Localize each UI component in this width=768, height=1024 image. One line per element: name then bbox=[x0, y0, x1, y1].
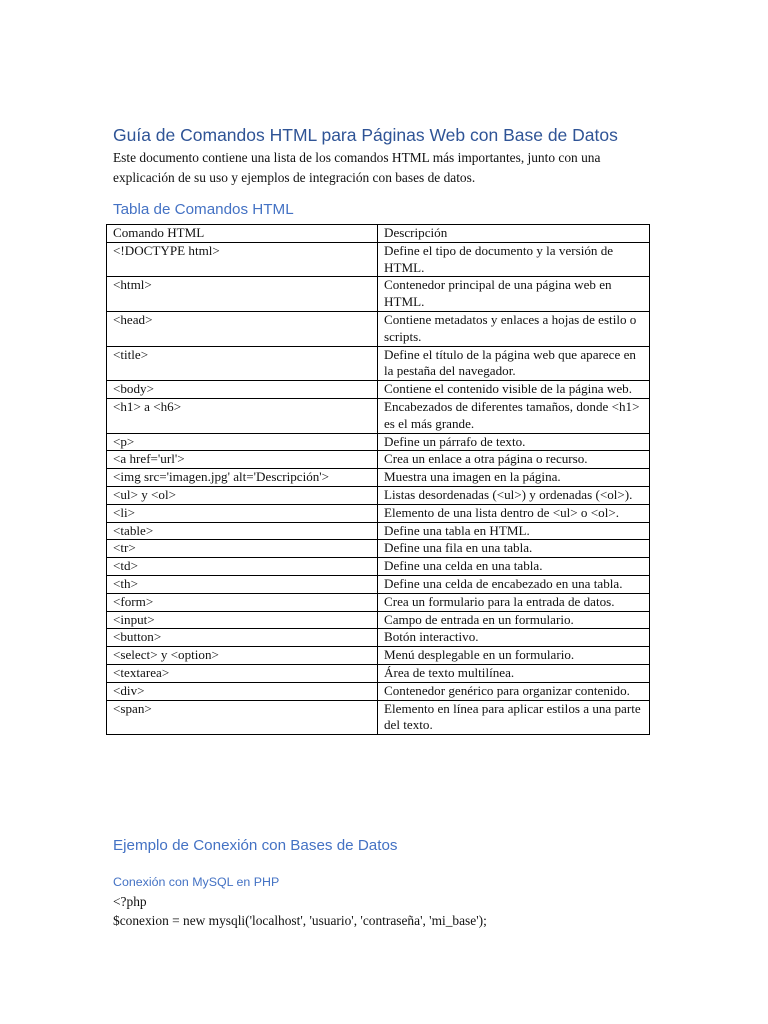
description-cell: Define una celda en una tabla. bbox=[378, 558, 650, 576]
table-row bbox=[107, 469, 650, 487]
table-row bbox=[107, 593, 650, 611]
table-row bbox=[107, 381, 650, 399]
header-cell-description: Descripción bbox=[378, 225, 650, 243]
table-row bbox=[107, 647, 650, 665]
description-cell: Define el título de la página web que aparece en la pestaña del navegador. bbox=[378, 346, 650, 381]
command-cell: <img src='imagen.jpg' alt='Descripción'> bbox=[107, 469, 378, 487]
commands-table-body bbox=[107, 225, 650, 735]
description-cell: Contenedor genérico para organizar contenido. bbox=[378, 682, 650, 700]
description-cell: Define el tipo de documento y la versión de HTML. bbox=[378, 242, 650, 277]
table-row bbox=[107, 540, 650, 558]
description-cell: Encabezados de diferentes tamaños, donde <h1> es el más grande. bbox=[378, 398, 650, 433]
description-cell: Área de texto multilínea. bbox=[378, 664, 650, 682]
description-cell: Elemento de una lista dentro de <ul> o <ol>. bbox=[378, 504, 650, 522]
command-cell: <th> bbox=[107, 575, 378, 593]
command-cell: <html> bbox=[107, 277, 378, 312]
command-cell: <!DOCTYPE html> bbox=[107, 242, 378, 277]
table-row bbox=[107, 522, 650, 540]
description-cell: Crea un enlace a otra página o recurso. bbox=[378, 451, 650, 469]
command-cell: <p> bbox=[107, 433, 378, 451]
command-cell: <body> bbox=[107, 381, 378, 399]
table-row bbox=[107, 629, 650, 647]
table-row bbox=[107, 682, 650, 700]
command-cell: <head> bbox=[107, 311, 378, 346]
table-row bbox=[107, 558, 650, 576]
intro-paragraph: Este documento contiene una lista de los comandos HTML más importantes, junto con una explicación de su uso y ejemplos de integración con bases de datos. bbox=[113, 150, 601, 185]
command-cell: <form> bbox=[107, 593, 378, 611]
command-cell: <tr> bbox=[107, 540, 378, 558]
table-row bbox=[107, 433, 650, 451]
description-cell: Contiene el contenido visible de la página web. bbox=[378, 381, 650, 399]
description-cell: Crea un formulario para la entrada de datos. bbox=[378, 593, 650, 611]
command-cell: <select> y <option> bbox=[107, 647, 378, 665]
description-cell: Botón interactivo. bbox=[378, 629, 650, 647]
table-row bbox=[107, 575, 650, 593]
command-cell: <h1> a <h6> bbox=[107, 398, 378, 433]
description-cell: Define una celda de encabezado en una tabla. bbox=[378, 575, 650, 593]
command-cell: <span> bbox=[107, 700, 378, 735]
table-row bbox=[107, 311, 650, 346]
table-row bbox=[107, 398, 650, 433]
table-row bbox=[107, 504, 650, 522]
table-row bbox=[107, 611, 650, 629]
db-section-heading: Ejemplo de Conexión con Bases de Datos bbox=[113, 837, 398, 854]
commands-table bbox=[106, 224, 650, 735]
document-title: Guía de Comandos HTML para Páginas Web con Base de Datos bbox=[113, 125, 618, 145]
command-cell: <button> bbox=[107, 629, 378, 647]
code-line: $conexion = new mysqli('localhost', 'usuario', 'contraseña', 'mi_base'); bbox=[113, 913, 487, 928]
code-line: <?php bbox=[113, 894, 147, 909]
table-row bbox=[107, 277, 650, 312]
description-cell: Contiene metadatos y enlaces a hojas de estilo o scripts. bbox=[378, 311, 650, 346]
command-cell: <title> bbox=[107, 346, 378, 381]
table-section-heading: Tabla de Comandos HTML bbox=[113, 201, 294, 218]
description-cell: Contenedor principal de una página web en HTML. bbox=[378, 277, 650, 312]
command-cell: <td> bbox=[107, 558, 378, 576]
command-cell: <ul> y <ol> bbox=[107, 486, 378, 504]
command-cell: <li> bbox=[107, 504, 378, 522]
description-cell: Define un párrafo de texto. bbox=[378, 433, 650, 451]
table-row bbox=[107, 664, 650, 682]
command-cell: <textarea> bbox=[107, 664, 378, 682]
header-cell-command: Comando HTML bbox=[107, 225, 378, 243]
description-cell: Menú desplegable en un formulario. bbox=[378, 647, 650, 665]
code-block bbox=[113, 892, 487, 930]
description-cell: Campo de entrada en un formulario. bbox=[378, 611, 650, 629]
db-subheading: Conexión con MySQL en PHP bbox=[113, 875, 280, 889]
table-row bbox=[107, 242, 650, 277]
command-cell: <table> bbox=[107, 522, 378, 540]
table-header-row bbox=[107, 225, 650, 243]
description-cell: Listas desordenadas (<ul>) y ordenadas (<ol>). bbox=[378, 486, 650, 504]
table-row bbox=[107, 486, 650, 504]
description-cell: Elemento en línea para aplicar estilos a una parte del texto. bbox=[378, 700, 650, 735]
command-cell: <div> bbox=[107, 682, 378, 700]
description-cell: Define una fila en una tabla. bbox=[378, 540, 650, 558]
description-cell: Muestra una imagen en la página. bbox=[378, 469, 650, 487]
table-row bbox=[107, 451, 650, 469]
command-cell: <a href='url'> bbox=[107, 451, 378, 469]
command-cell: <input> bbox=[107, 611, 378, 629]
table-row bbox=[107, 700, 650, 735]
table-row bbox=[107, 346, 650, 381]
description-cell: Define una tabla en HTML. bbox=[378, 522, 650, 540]
